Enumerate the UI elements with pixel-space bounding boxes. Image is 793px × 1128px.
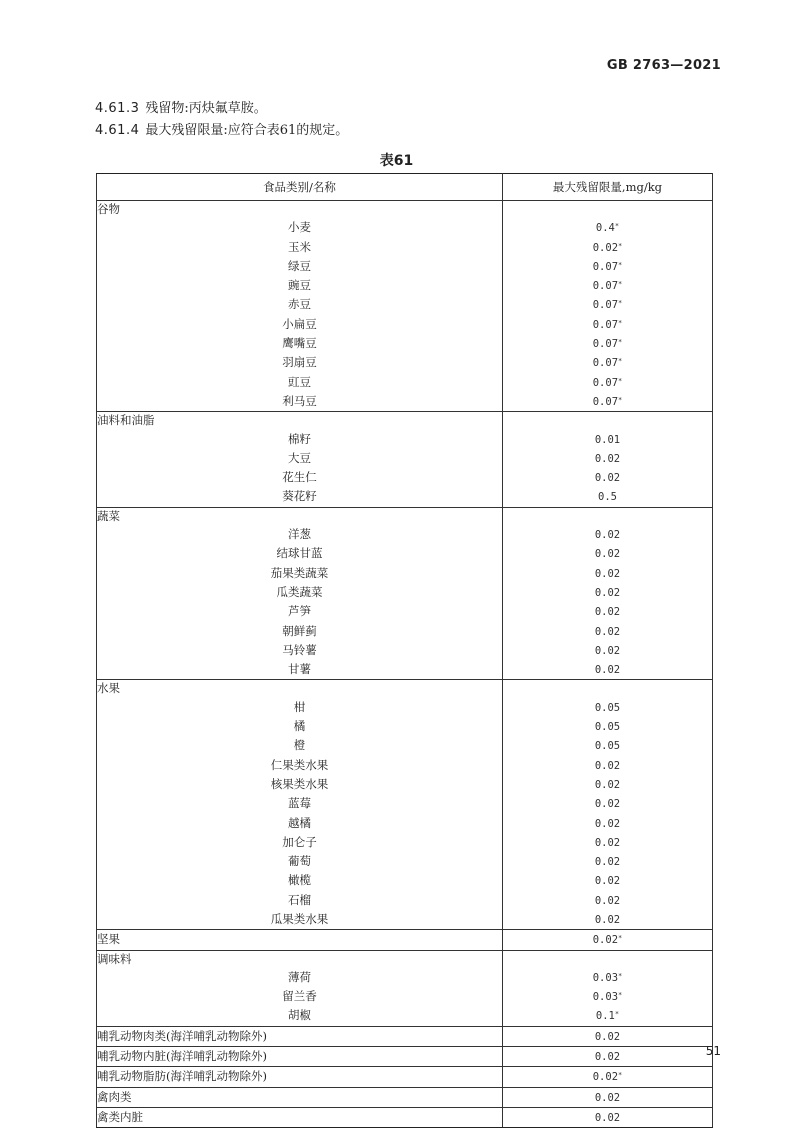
max-residue-limit xyxy=(503,564,713,583)
limit-value: 0.03 xyxy=(592,991,619,1004)
limit-note-mark: * xyxy=(618,376,623,385)
limit-note-mark: * xyxy=(618,395,623,404)
food-name: 石榴 xyxy=(97,891,503,910)
category-limit xyxy=(503,412,713,430)
max-residue-limit xyxy=(503,525,713,544)
category-name: 油料和油脂 xyxy=(97,412,503,430)
food-name: 芦笋 xyxy=(97,602,503,621)
category-row xyxy=(97,201,713,219)
limit-note-mark: * xyxy=(618,318,623,327)
limit-value: 0.07 xyxy=(592,376,619,389)
item-row xyxy=(97,717,713,736)
max-residue-limit xyxy=(503,736,713,755)
limit-value: 0.02 xyxy=(594,567,621,580)
limit-value: 0.02 xyxy=(594,759,621,772)
max-residue-limit xyxy=(503,833,713,852)
max-residue-limit xyxy=(503,315,713,334)
limit-value: 0.07 xyxy=(592,338,619,351)
category-limit xyxy=(503,1087,713,1107)
max-residue-limit xyxy=(503,814,713,833)
food-name: 橘 xyxy=(97,717,503,736)
food-name: 葡萄 xyxy=(97,852,503,871)
item-row xyxy=(97,353,713,372)
limit-note-mark: * xyxy=(618,338,623,347)
max-residue-limit xyxy=(503,392,713,412)
category-limit xyxy=(503,930,713,950)
category-row xyxy=(97,507,713,525)
food-name: 胡椒 xyxy=(97,1006,503,1026)
limit-note-mark: * xyxy=(618,241,623,250)
category-row xyxy=(97,1026,713,1046)
category-row xyxy=(97,1087,713,1107)
limit-value: 0.07 xyxy=(592,280,619,293)
category-name: 禽肉类 xyxy=(97,1087,503,1107)
food-name: 玉米 xyxy=(97,238,503,257)
food-name: 留兰香 xyxy=(97,987,503,1006)
limit-value: 0.02 xyxy=(594,664,621,677)
food-name: 花生仁 xyxy=(97,468,503,487)
limit-value: 0.02 xyxy=(594,1051,621,1064)
item-row xyxy=(97,583,713,602)
limit-note-mark: * xyxy=(618,280,623,289)
limit-value: 0.07 xyxy=(592,357,619,370)
item-row xyxy=(97,910,713,930)
limit-value: 0.02 xyxy=(594,836,621,849)
clause-4-61-4 xyxy=(95,120,348,142)
max-residue-limit xyxy=(503,775,713,794)
max-residue-limit xyxy=(503,583,713,602)
max-residue-limit xyxy=(503,1006,713,1026)
item-row xyxy=(97,794,713,813)
limit-value: 0.05 xyxy=(594,721,621,734)
category-limit xyxy=(503,1067,713,1087)
food-name: 赤豆 xyxy=(97,295,503,314)
category-row xyxy=(97,412,713,430)
item-row xyxy=(97,468,713,487)
item-row xyxy=(97,218,713,237)
item-row xyxy=(97,736,713,755)
max-residue-limit xyxy=(503,468,713,487)
limit-value: 0.02 xyxy=(592,1071,619,1084)
item-row xyxy=(97,622,713,641)
category-row xyxy=(97,1067,713,1087)
limit-value: 0.02 xyxy=(594,913,621,926)
food-name: 豇豆 xyxy=(97,373,503,392)
item-row xyxy=(97,698,713,717)
limit-value: 0.02 xyxy=(594,1091,621,1104)
food-name: 小扁豆 xyxy=(97,315,503,334)
item-row xyxy=(97,871,713,890)
limit-value: 0.03 xyxy=(592,971,619,984)
category-row xyxy=(97,950,713,968)
limit-value: 0.02 xyxy=(594,548,621,561)
max-residue-limit xyxy=(503,257,713,276)
category-row xyxy=(97,930,713,950)
food-name: 豌豆 xyxy=(97,276,503,295)
limit-note-mark: * xyxy=(618,1071,623,1080)
food-name: 核果类水果 xyxy=(97,775,503,794)
max-residue-limit xyxy=(503,449,713,468)
food-name: 橄榄 xyxy=(97,871,503,890)
limit-value: 0.02 xyxy=(594,472,621,485)
table-body xyxy=(97,201,713,1128)
mrl-table xyxy=(96,173,713,1128)
food-name: 结球甘蓝 xyxy=(97,544,503,563)
limit-value: 0.02 xyxy=(594,798,621,811)
max-residue-limit xyxy=(503,852,713,871)
limit-value: 0.02 xyxy=(594,856,621,869)
max-residue-limit xyxy=(503,622,713,641)
category-name: 哺乳动物肉类(海洋哺乳动物除外) xyxy=(97,1026,503,1046)
food-name: 洋葱 xyxy=(97,525,503,544)
item-row xyxy=(97,257,713,276)
limit-value: 0.07 xyxy=(592,299,619,312)
category-limit xyxy=(503,507,713,525)
food-name: 仁果类水果 xyxy=(97,756,503,775)
limit-value: 0.02 xyxy=(594,817,621,830)
limit-value: 0.07 xyxy=(592,318,619,331)
limit-value: 0.02 xyxy=(594,625,621,638)
column-header-food: 食品类别/名称 xyxy=(97,174,503,201)
food-name: 橙 xyxy=(97,736,503,755)
limit-value: 0.02 xyxy=(592,241,619,254)
food-name: 大豆 xyxy=(97,449,503,468)
food-name: 越橘 xyxy=(97,814,503,833)
food-name: 加仑子 xyxy=(97,833,503,852)
item-row xyxy=(97,852,713,871)
clause-number: 4.61.4 xyxy=(95,123,140,138)
column-header-limit: 最大残留限量,mg/kg xyxy=(503,174,713,201)
category-row xyxy=(97,1107,713,1127)
item-row xyxy=(97,544,713,563)
limit-value: 0.07 xyxy=(592,260,619,273)
table-header-row xyxy=(97,174,713,201)
max-residue-limit xyxy=(503,756,713,775)
limit-value: 0.02 xyxy=(594,1111,621,1124)
limit-value: 0.02 xyxy=(594,452,621,465)
category-name: 蔬菜 xyxy=(97,507,503,525)
limit-value: 0.02 xyxy=(594,644,621,657)
limit-note-mark: * xyxy=(614,222,620,231)
item-row xyxy=(97,968,713,987)
max-residue-limit xyxy=(503,373,713,392)
food-name: 茄果类蔬菜 xyxy=(97,564,503,583)
food-name: 薄荷 xyxy=(97,968,503,987)
clause-text: 残留物:丙炔氟草胺。 xyxy=(145,101,267,116)
max-residue-limit xyxy=(503,238,713,257)
max-residue-limit xyxy=(503,487,713,507)
item-row xyxy=(97,641,713,660)
max-residue-limit xyxy=(503,891,713,910)
page-number: 51 xyxy=(705,1044,721,1058)
category-limit xyxy=(503,1047,713,1067)
limit-value: 0.4 xyxy=(595,222,615,235)
food-name: 朝鲜蓟 xyxy=(97,622,503,641)
limit-value: 0.02 xyxy=(594,529,621,542)
clause-text: 最大残留限量:应符合表61的规定。 xyxy=(145,123,349,138)
standard-code: GB 2763—2021 xyxy=(606,58,721,73)
item-row xyxy=(97,449,713,468)
item-row xyxy=(97,814,713,833)
category-limit xyxy=(503,950,713,968)
food-name: 利马豆 xyxy=(97,392,503,412)
limit-value: 0.01 xyxy=(594,433,621,446)
food-name: 小麦 xyxy=(97,218,503,237)
limit-note-mark: * xyxy=(618,934,623,943)
max-residue-limit xyxy=(503,334,713,353)
limit-note-mark: * xyxy=(618,971,623,980)
category-name: 哺乳动物脂肪(海洋哺乳动物除外) xyxy=(97,1067,503,1087)
max-residue-limit xyxy=(503,910,713,930)
food-name: 绿豆 xyxy=(97,257,503,276)
item-row xyxy=(97,525,713,544)
table-title: 表61 xyxy=(379,153,414,169)
food-name: 马铃薯 xyxy=(97,641,503,660)
limit-value: 0.02 xyxy=(592,934,619,947)
limit-note-mark: * xyxy=(618,260,623,269)
limit-note-mark: * xyxy=(618,299,623,308)
category-limit xyxy=(503,680,713,698)
max-residue-limit xyxy=(503,602,713,621)
max-residue-limit xyxy=(503,276,713,295)
max-residue-limit xyxy=(503,987,713,1006)
max-residue-limit xyxy=(503,295,713,314)
max-residue-limit xyxy=(503,353,713,372)
clause-4-61-3 xyxy=(95,98,348,120)
max-residue-limit xyxy=(503,430,713,449)
item-row xyxy=(97,602,713,621)
food-name: 瓜类蔬菜 xyxy=(97,583,503,602)
item-row xyxy=(97,775,713,794)
category-name: 谷物 xyxy=(97,201,503,219)
food-name: 鹰嘴豆 xyxy=(97,334,503,353)
limit-value: 0.02 xyxy=(594,778,621,791)
limit-value: 0.05 xyxy=(594,701,621,714)
clause-number: 4.61.3 xyxy=(95,101,140,116)
item-row xyxy=(97,833,713,852)
max-residue-limit xyxy=(503,717,713,736)
food-name: 蓝莓 xyxy=(97,794,503,813)
category-name: 坚果 xyxy=(97,930,503,950)
category-limit xyxy=(503,1026,713,1046)
limit-value: 0.1 xyxy=(595,1010,615,1023)
item-row xyxy=(97,756,713,775)
max-residue-limit xyxy=(503,660,713,680)
item-row xyxy=(97,564,713,583)
food-name: 羽扇豆 xyxy=(97,353,503,372)
category-name: 水果 xyxy=(97,680,503,698)
item-row xyxy=(97,295,713,314)
category-row xyxy=(97,680,713,698)
item-row xyxy=(97,276,713,295)
food-name: 瓜果类水果 xyxy=(97,910,503,930)
item-row xyxy=(97,987,713,1006)
limit-value: 0.02 xyxy=(594,875,621,888)
max-residue-limit xyxy=(503,544,713,563)
item-row xyxy=(97,238,713,257)
limit-value: 0.02 xyxy=(594,1030,621,1043)
category-name: 禽类内脏 xyxy=(97,1107,503,1127)
max-residue-limit xyxy=(503,698,713,717)
item-row xyxy=(97,315,713,334)
max-residue-limit xyxy=(503,968,713,987)
food-name: 棉籽 xyxy=(97,430,503,449)
limit-value: 0.5 xyxy=(598,491,617,504)
food-name: 柑 xyxy=(97,698,503,717)
category-row xyxy=(97,1047,713,1067)
limit-value: 0.02 xyxy=(594,894,621,907)
max-residue-limit xyxy=(503,871,713,890)
item-row xyxy=(97,891,713,910)
limit-value: 0.02 xyxy=(594,606,621,619)
item-row xyxy=(97,392,713,412)
clauses xyxy=(95,98,348,142)
limit-note-mark: * xyxy=(618,991,623,1000)
limit-value: 0.05 xyxy=(594,740,621,753)
category-name: 哺乳动物内脏(海洋哺乳动物除外) xyxy=(97,1047,503,1067)
item-row xyxy=(97,430,713,449)
item-row xyxy=(97,334,713,353)
max-residue-limit xyxy=(503,641,713,660)
food-name: 甘薯 xyxy=(97,660,503,680)
category-name: 调味料 xyxy=(97,950,503,968)
max-residue-limit xyxy=(503,794,713,813)
limit-note-mark: * xyxy=(614,1010,620,1019)
category-limit xyxy=(503,1107,713,1127)
category-limit xyxy=(503,201,713,219)
food-name: 葵花籽 xyxy=(97,487,503,507)
limit-value: 0.02 xyxy=(594,586,621,599)
max-residue-limit xyxy=(503,218,713,237)
limit-note-mark: * xyxy=(618,357,623,366)
item-row xyxy=(97,487,713,507)
limit-value: 0.07 xyxy=(592,395,619,408)
item-row xyxy=(97,660,713,680)
item-row xyxy=(97,373,713,392)
item-row xyxy=(97,1006,713,1026)
